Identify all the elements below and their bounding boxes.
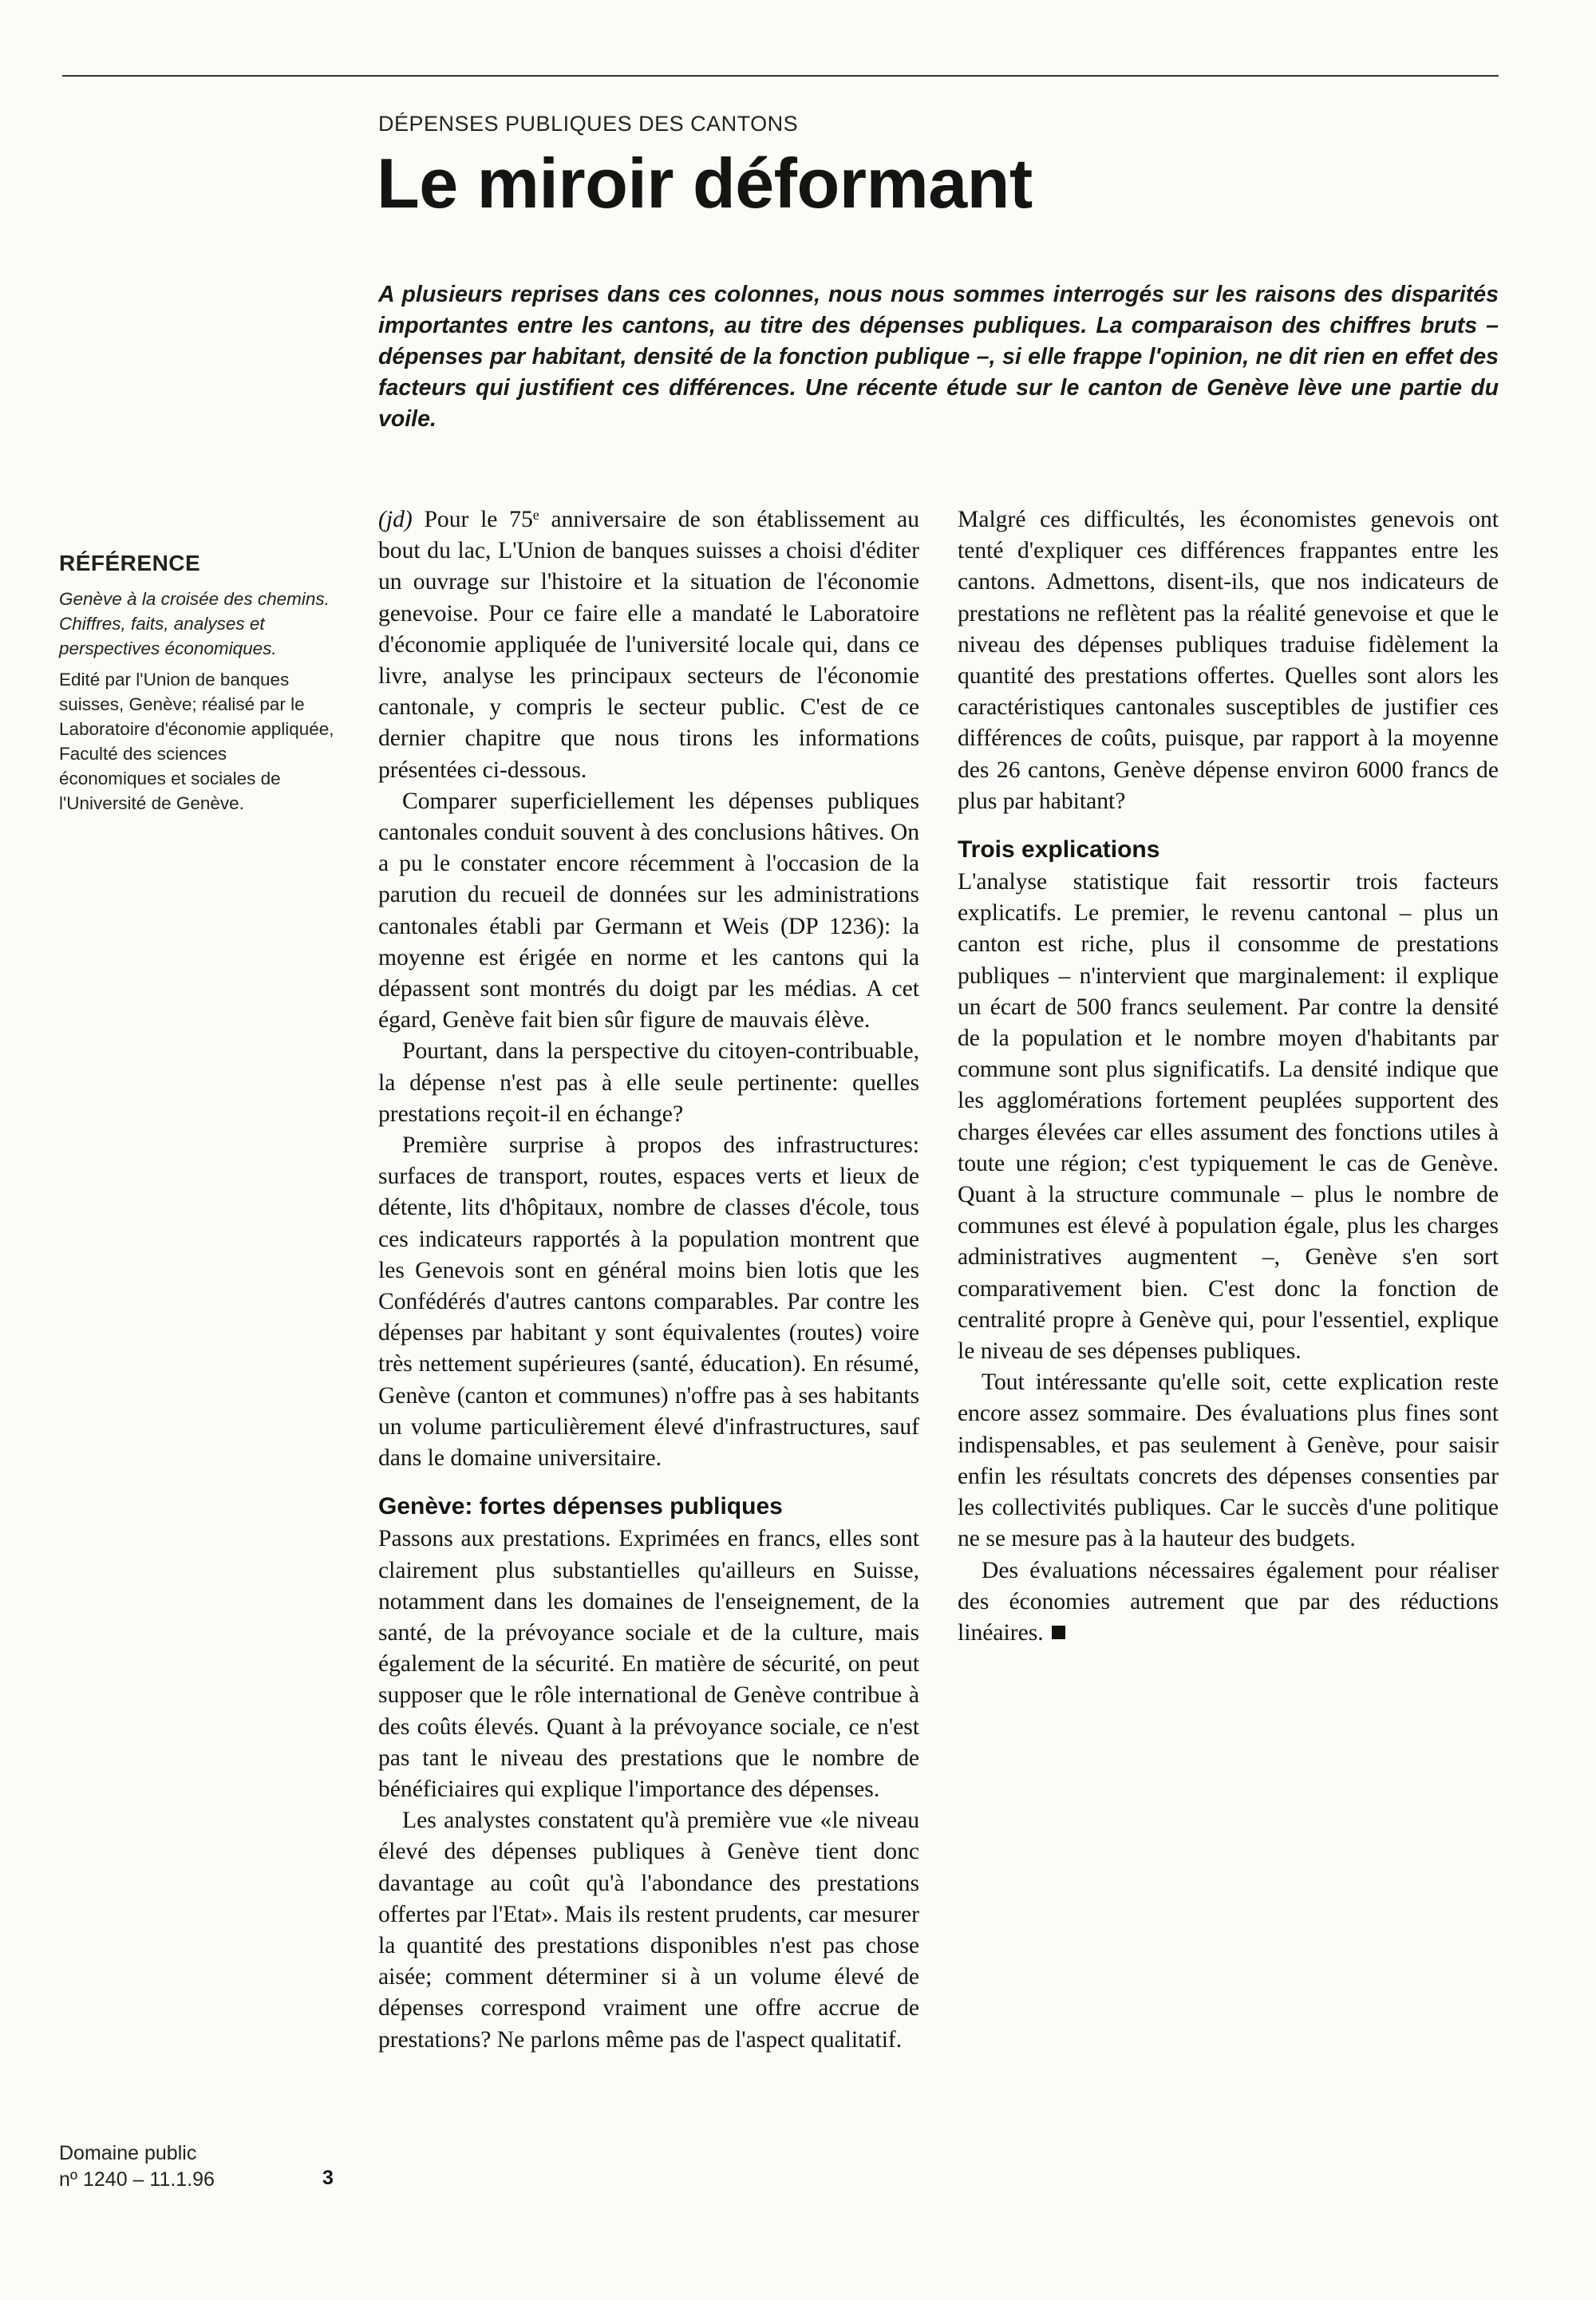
paragraph: L'analyse statistique fait ressortir trois facteurs explicatifs. Le premier, le revenu cantonal – plus un canton est riche, plus il consomme de prestations publiques – n'intervient que marginalement: il explique un écart de 500 francs seulement. Par contre la densité de la population et le nombre moyen d'habitants par commune sont plus significatifs. La densité indique que les agglomérations fortement peuplées supportent des charges élevées car elles assument des fonctions utiles à toute une région; c'est typiquement le cas de Genève. Quant à la structure communale – plus le nombre de communes est élevé à population égale, plus les charges administratives augmentent –, Genève s'en sort comparativement bien. C'est donc la fonction de centralité propre à Genève qui, pour l'essentiel, explique le niveau de ses dépenses publiques.: [958, 869, 1499, 1365]
paragraph: Malgré ces difficultés, les économistes genevois ont tenté d'expliquer ces différences frappantes entre les cantons. Admettons, disent-ils, que nos indicateurs de prestations ne reflètent pas la réalité genevoise et que le niveau des dépenses publiques traduise fidèlement la quantité des prestations offertes. Quelles sont alors les caractéristiques cantonales susceptibles de justifier ces différences de coûts, puisque, par rapport à la moyenne des 26 cantons, Genève dépense environ 6000 francs de plus par habitant?: [958, 507, 1499, 814]
article-title: Le miroir déformant: [377, 144, 1033, 223]
paragraph-final: [958, 1555, 1499, 1650]
ordinal-superscript: e: [532, 507, 539, 523]
paragraph: Première surprise à propos des infrastructures: surfaces de transport, routes, espaces verts et lieux de détente, lits d'hôpitaux, nombre de classes d'école, tous ces indicateurs rapportés à la population montrent que les Genevois sont en général moins bien lotis que les Confédérés d'autres cantons comparables. Par contre les dépenses par habitant y sont équivalentes (routes) voire très nettement supérieures (santé, éducation). En résumé, Genève (canton et communes) n'offre pas à ses habitants un volume particulièrement élevé d'infrastructures, sauf dans le domaine universitaire.: [378, 1132, 919, 1472]
top-rule: [62, 75, 1499, 77]
page-number: 3: [322, 2167, 334, 2189]
article-column-2: [958, 504, 1499, 1649]
publication-name: Domaine public: [59, 2142, 197, 2164]
paragraph: Pourtant, dans la perspective du citoyen-contribuable, la dépense n'est pas à elle seule pertinente: quelles prestations reçoit-il en échange?: [378, 1038, 919, 1127]
issue-number-date: nº 1240 – 11.1.96: [59, 2168, 215, 2191]
author-initials: (jd): [378, 507, 413, 532]
article-column-1: [378, 504, 919, 2056]
paragraph: Tout intéressante qu'elle soit, cette explication reste encore assez sommaire. Des évaluations plus fines sont indispensables, et pas seulement à Genève, pour saisir enfin les résultats concrets des dépenses consenties par les collectivités publiques. Car le succès d'une politique ne se mesure pas à la hauteur des budgets.: [958, 1369, 1499, 1552]
final-text: Des évaluations nécessaires également pour réaliser des économies autrement que par des réductions linéaires.: [958, 1557, 1499, 1646]
end-of-article-mark: [1052, 1626, 1065, 1639]
intro-text-b: anniversaire de son établissement au bout du lac, L'Union de banques suisses a choisi d'éditer un ouvrage sur l'histoire et la situation de l'économie genevoise. Pour ce faire elle a mandaté le Laboratoire d'économie appliquée de l'université locale qui, dans ce livre, analyse les principaux secteurs de l'économie cantonale, y compris le secteur public. C'est de ce dernier chapitre que nous tirons les informations présentées ci-dessous.: [378, 507, 919, 783]
intro-text-a: Pour le 75: [412, 507, 533, 532]
section-kicker: DÉPENSES PUBLIQUES DES CANTONS: [378, 112, 799, 136]
reference-sidebar: [59, 551, 338, 816]
subheading-explications: Trois explications: [958, 836, 1160, 863]
paragraph: Passons aux prestations. Exprimées en francs, elles sont clairement plus substantielles qu'ailleurs en Suisse, notamment dans les domaines de l'enseignement, de la santé, de la prévoyance sociale et de la culture, mais également de la sécurité. En matière de sécurité, on peut supposer que le rôle international de Genève contribue à des coûts élevés. Quant à la prévoyance sociale, ce n'est pas tant le niveau des prestations que le nombre de bénéficiaires qui explique l'importance des dépenses.: [378, 1526, 919, 1802]
reference-publisher: Edité par l'Union de banques suisses, Genève; réalisé par le Laboratoire d'économie appliquée, Faculté des sciences économiques et sociales de l'Université de Genève.: [59, 670, 334, 813]
publication-footer: [59, 2140, 215, 2193]
paragraph-intro: [378, 504, 919, 786]
article-lead: A plusieurs reprises dans ces colonnes, nous nous sommes interrogés sur les raisons des disparités importantes entre les cantons, au titre des dépenses publiques. La comparaison des chiffres bruts – dépenses par habitant, densité de la fonction publique –, si elle frappe l'opinion, ne dit rien en effet des facteurs qui justifient ces différences. Une récente étude sur le canton de Genève lève une partie du voile.: [378, 282, 1499, 432]
reference-book-title: Genève à la croisée des chemins. Chiffres, faits, analyses et perspectives économiques.: [59, 589, 330, 658]
paragraph: Comparer superficiellement les dépenses publiques cantonales conduit souvent à des conclusions hâtives. On a pu le constater encore récemment à l'occasion de la parution du recueil de données sur les administrations cantonales établi par Germann et Weis (DP 1236): la moyenne est érigée en norme et les cantons qui la dépassent sont montrés du doigt par les médias. A cet égard, Genève fait bien sûr figure de mauvais élève.: [378, 788, 919, 1033]
reference-heading: RÉFÉRENCE: [59, 551, 201, 575]
paragraph-continued: Les analystes constatent qu'à première vue «le niveau élevé des dépenses publiques à Genève tient donc davantage au coût qu'à l'abondance des prestations offertes par l'Etat». Mais ils restent prudents, car mesurer la quantité des prestations disponibles n'est pas chose aisée; comment déterminer si à un volume élevé de dépenses correspond vraiment une offre accrue de prestations? Ne parlons même pas de l'aspect qualitatif.: [378, 1808, 919, 2053]
subheading-geneve: Genève: fortes dépenses publiques: [378, 1493, 783, 1520]
